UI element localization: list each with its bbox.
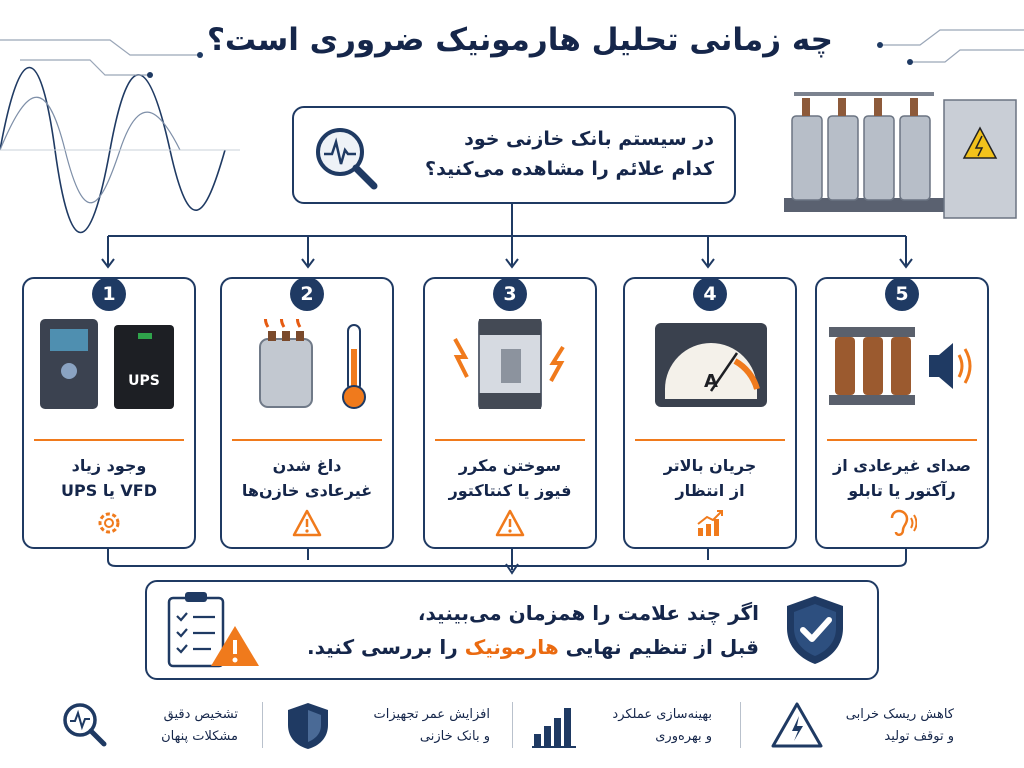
recommendation-line-2-pre: قبل از تنظیم نهایی [558, 635, 759, 659]
trend-up-icon [695, 508, 725, 538]
card-label-line-2: غیرعادی خازن‌ها [241, 481, 373, 500]
question-line-1: در سیستم بانک خازنی خود [464, 128, 714, 150]
card-label [631, 453, 789, 503]
hot-capacitor-illustration [232, 319, 382, 409]
ammeter-art-label: A [704, 371, 718, 392]
footer-line-2: و بهره‌وری [655, 729, 712, 744]
footer-line-1: بهینه‌سازی عملکرد [612, 707, 712, 722]
card-label-line-1: جریان بالاتر [663, 456, 757, 475]
card-label-line-1: وجود زیاد [71, 456, 147, 475]
footer-text [612, 704, 712, 748]
page-title: چه زمانی تحلیل هارمونیک ضروری است؟ [206, 22, 834, 58]
hazard-icon [770, 700, 824, 750]
footer-line-1: کاهش ریسک خرابی [845, 707, 954, 722]
recommendation-highlight: هارمونیک [464, 635, 559, 659]
ups-art-label: UPS [128, 373, 160, 389]
recommendation-text [289, 596, 759, 664]
card-2-capacitor-heating [220, 277, 394, 549]
question-box [292, 106, 736, 204]
card-4-high-current [623, 277, 797, 549]
footer-line-2: و توقف تولید [884, 729, 954, 744]
card-label [431, 453, 589, 503]
card-label-line-1: صدای غیرعادی از [833, 456, 971, 475]
footer-line-2: و بانک خازنی [419, 729, 490, 744]
question-text [384, 124, 714, 184]
footer-line-1: تشخیص دقیق [163, 707, 238, 722]
footer-line-2: مشکلات پنهان [161, 729, 238, 744]
warning-icon [292, 508, 322, 538]
ammeter-illustration [635, 319, 785, 409]
card-divider [635, 439, 785, 441]
card-label [823, 453, 981, 503]
bar-chart-icon [530, 700, 580, 750]
footer-text [374, 704, 490, 748]
card-divider [34, 439, 184, 441]
capacitor-bank-illustration [784, 80, 1024, 222]
card-label [228, 453, 386, 503]
card-divider [827, 439, 977, 441]
recommendation-line-2 [289, 630, 759, 664]
shield-check-icon [779, 592, 851, 668]
card-label-line-2: از انتظار [675, 481, 745, 500]
warning-icon [495, 508, 525, 538]
contactor-illustration [435, 319, 585, 409]
card-number-badge: 2 [290, 277, 324, 311]
footer-item-lifespan [284, 698, 494, 754]
recommendation-line-2-post: را بررسی کنید. [306, 635, 465, 659]
card-divider [435, 439, 585, 441]
checklist-warning-icon [163, 590, 263, 670]
footer-item-efficiency [530, 698, 730, 754]
card-number-badge: 4 [693, 277, 727, 311]
recommendation-line-1: اگر چند علامت را همزمان می‌بینید، [417, 601, 759, 625]
card-label-line-2: رآکتور یا تابلو [848, 481, 956, 500]
card-number-badge: 1 [92, 277, 126, 311]
shield-icon [284, 700, 334, 750]
footer-text [161, 704, 238, 748]
card-number-badge: 3 [493, 277, 527, 311]
footer-text [846, 704, 954, 748]
card-label-line-2: VFD یا UPS [61, 481, 157, 500]
card-label-line-1: داغ شدن [272, 456, 342, 475]
card-label [30, 453, 188, 503]
vfd-ups-illustration [34, 319, 184, 409]
footer-line-1: افزایش عمر تجهیزات [373, 707, 490, 722]
footer-divider [262, 702, 263, 748]
footer-divider [740, 702, 741, 748]
magnifier-wave-icon [310, 122, 380, 190]
footer-item-diagnosis [60, 698, 250, 754]
card-5-noise [815, 277, 989, 549]
card-number-badge: 5 [885, 277, 919, 311]
recommendation-box [145, 580, 879, 680]
card-1-vfd-ups [22, 277, 196, 549]
sine-wave-decoration [0, 68, 240, 233]
ear-icon [887, 508, 917, 538]
magnifier-icon [60, 700, 114, 750]
card-divider [232, 439, 382, 441]
card-label-line-2: فیوز یا کنتاکتور [448, 481, 572, 500]
footer-divider [512, 702, 513, 748]
footer-item-risk [760, 698, 970, 754]
card-label-line-1: سوختن مکرر [458, 456, 562, 475]
gear-icon [94, 508, 124, 538]
reactor-speaker-illustration [827, 319, 977, 409]
question-line-2: کدام علائم را مشاهده می‌کنید؟ [425, 158, 714, 180]
card-3-fuse-contactor [423, 277, 597, 549]
